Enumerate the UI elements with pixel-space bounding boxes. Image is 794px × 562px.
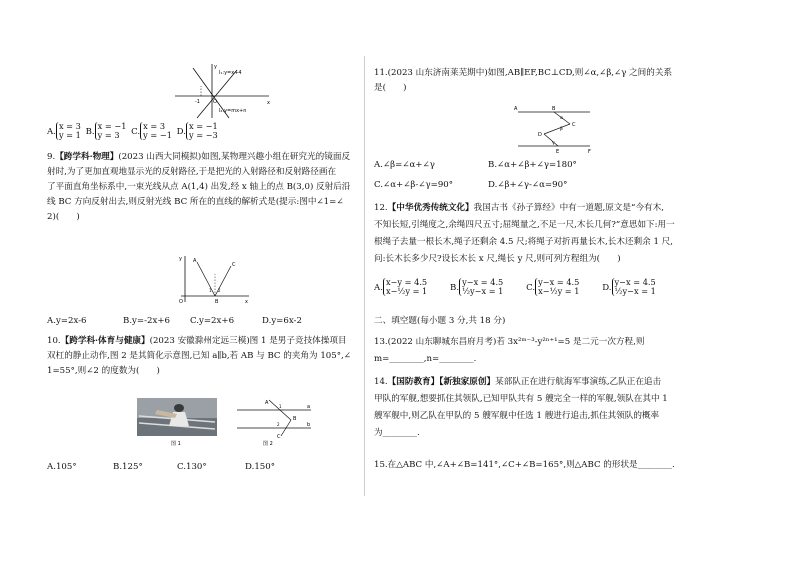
q13-blanks[interactable]: m=________,n=________. [374,354,477,364]
q12-option-d[interactable]: D. y−x = 4.5 ½y−x = 1 [602,277,656,296]
fig11-point-e: E [556,149,560,154]
fig8-tick: -1 [195,99,200,105]
segment-cd [544,124,570,134]
fig11-point-b: B [552,106,556,112]
fig10-point-b: B [293,416,297,422]
fig9-ray-ab [197,262,215,296]
fig8-origin: O [213,99,217,105]
q10-option-c[interactable]: C.130° [177,462,207,472]
fig10-line-b-label: b [307,422,311,428]
q8-options [47,122,220,140]
fig10-point-c: C [277,434,281,440]
q11-option-a[interactable]: A.∠β=∠α+∠γ [374,160,435,170]
fig8-y-label: y [214,64,217,70]
q10-option-a[interactable]: A.105° [47,462,77,472]
q13-text: 13.(2022 山东聊城东昌府月考)若 3x²ᵐ⁻³-y²ⁿ⁺¹=5 是二元一次方程,则 m=________,n=________. [374,334,714,368]
segment-de [544,134,558,146]
fig10-angle-2: 2 [277,422,280,427]
fig11-angle-gamma: γ [552,141,555,146]
fig9-origin: O [179,299,183,305]
figure2-caption: 图 2 [263,441,273,446]
q11-option-d[interactable]: D.∠β+∠γ-∠α=90° [488,180,568,190]
column-divider [364,56,365,496]
q8-option-c[interactable]: C. x = 3 y = −1 [131,121,172,140]
q10-option-b[interactable]: B.125° [113,462,143,472]
q10-option-d[interactable]: D.150° [245,462,276,472]
q12-tag: 【中华优秀传统文化】 [387,203,474,213]
figure1-caption: 图 1 [171,441,181,446]
q14-text: 14.【国防教育】【新独家原创】某部队正在进行航海军事演练,乙队正在追击 甲队的军舰,想要抓住其领队,已知甲队共有 5 艘完全一样的军舰,领队在其中 1 艘军舰中,则乙队在甲队的 5 艘军舰中任选 1 艘进行追击,抓住其领队的概率 为________. [374,374,714,442]
fig11-point-f: F [588,149,591,154]
fig8-eq1: l₁:y=x+4 [219,70,242,76]
q8-option-a[interactable]: A. x = 3 y = 1 [47,121,81,140]
q12-option-b[interactable]: B. y−x = 4.5 ½y−x = 1 [450,277,504,296]
fig10-point-a: A [265,400,269,406]
fig9-angle-1: 1 [209,288,212,293]
fig9-x-label: x [245,299,248,305]
fig8-x-label: x [267,100,270,106]
q8-option-d[interactable]: D. x = −1 y = −3 [176,121,218,140]
fig9-point-a: A [193,258,197,264]
fig10-angle-1: 1 [279,404,282,409]
fig11-angle-alpha: α [560,116,563,121]
q14-tag: 【国防教育】【新独家原创】 [387,377,496,387]
q9-option-b[interactable]: B.y=-2x+6 [123,316,170,326]
section-fill-in-heading: 二、填空题(每小题 3 分,共 18 分) [374,316,506,326]
q10-text: 10.【跨学科·体育与健康】(2023 安徽滁州定远三模)图 1 是男子竞技体操项目 双杠的静止动作,图 2 是其简化示意图,已知 a∥b,若 AB 与 BC 的夹角为 105°,∠ 1=55°,则∠2 的度数为( ) [47,336,351,376]
fig9-point-c: C [232,262,236,268]
q10-photo-figure1 [137,398,217,446]
q9-text: 9.【跨学科·物理】(2023 山西大同模拟)如图,某物理兴趣小组在研究光的镜面反 射时,为了更加直观地显示光的反射路径,于是把光的入射路径和反射路径画在 了平面直角坐标系中,一束光线从点 A(1,4) 出发,经 x 轴上的点 B(3,0) 反射后沿 线 BC 方向反射出去,则反射光线 BC 所在的直线的解析式是(提示:图中∠1=∠ 2)( ) [47,152,351,222]
fig11-angle-beta: β [560,127,563,132]
q8-figure [167,60,277,122]
fig11-point-a: A [514,106,518,112]
q14-blank[interactable]: 为________. [374,428,420,438]
q15-text[interactable]: 15.在△ABC 中,∠A+∠B=141°,∠C+∠B=165°,则△ABC 的形状是________. [374,460,675,470]
q12-text: 12.【中华优秀传统文化】我国古书《孙子算经》中有一道题,原文是“今有木, 不知长短,引绳度之,余绳四尺五寸;屈绳量之,不足一尺,木长几何?”意思如下:用一 根绳子去量一根长木,绳子还剩余 4.5 尺;将绳子对折再量长木,长木还剩余 1 尺, 问:长木长多少尺?设长木长 x 尺,绳长 y 尺,则可列方程组为( ) [374,203,675,264]
gymnast-head [174,404,184,412]
q11-text: 11.(2023 山东济南莱芜期中)如图,AB∥EF,BC⊥CD,则∠α,∠β,∠γ 之间的关系 是( ) [374,68,673,93]
q11-figure [514,102,594,154]
q9-option-c[interactable]: C.y=2x+6 [190,316,235,326]
fig11-point-c: C [572,122,576,128]
q10-figure2 [233,398,313,446]
fig11-point-d: D [538,132,542,138]
q9-option-a[interactable]: A.y=2x-6 [47,316,87,326]
q10-tag: 【跨学科·体育与健康】 [60,336,150,346]
fig9-angle-2: 2 [218,288,221,293]
fig10-line-a-label: a [307,404,311,410]
fig9-point-b: B [215,299,219,305]
q9-option-d[interactable]: D.y=6x-2 [262,316,302,326]
q9-figure [175,252,251,306]
fig8-eq2: l₂:y=mx+n [219,108,247,114]
q12-option-a[interactable]: A. x−y = 4.5 x−½y = 1 [374,277,428,296]
q8-option-b[interactable]: B. x = −1 y = 3 [85,121,127,140]
q12-options [374,278,658,296]
q11-option-c[interactable]: C.∠α+∠β-∠γ=90° [374,180,454,190]
q12-option-c[interactable]: C. y−x = 4.5 x−½y = 1 [526,277,580,296]
q11-option-b[interactable]: B.∠α+∠β+∠γ=180° [488,160,577,170]
fig9-y-label: y [179,256,182,262]
q9-tag: 【跨学科·物理】 [55,152,119,162]
